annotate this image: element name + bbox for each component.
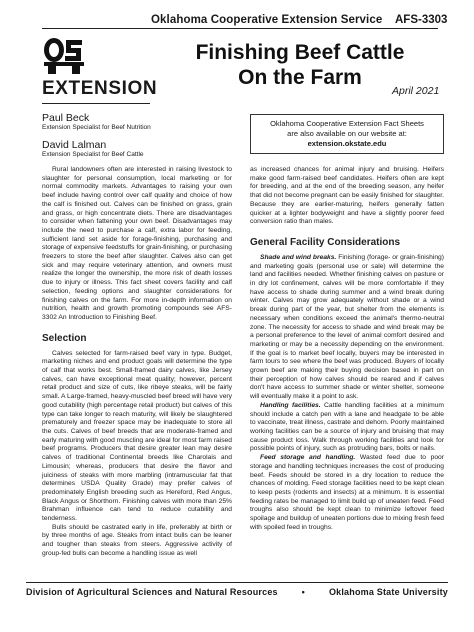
fact-sheet-box [250, 114, 444, 154]
document-title [150, 40, 450, 90]
title-line: On the Farm [238, 66, 362, 89]
body-paragraph [250, 454, 444, 532]
footer-separator: • [301, 587, 306, 597]
extension-wordmark: EXTENSION [42, 78, 158, 99]
body-paragraph: Bulls should be castrated early in life, preferably at birth or by three months of age. Steaks from intact bulls can be leaner and tougher than steaks from steers. Aggressive activity of group-fed bulls can become a handling issue as well [42, 523, 232, 557]
runin-heading: Shade and wind breaks. [260, 253, 337, 261]
footer-rule [26, 582, 448, 583]
header-rule [42, 28, 438, 29]
paragraph-text: Wasted feed due to poor storage and handling techniques increases the cost of producing beef. Feeds should be stored in a dry location to reduce the chances of molding. Feed storage facilities need to be kept clean to keep pests (rodents and insects) at a minimum. It is essential feeding rates be managed to limit build up of uneaten feed. Feed troughs also should be kept clean to minimize leftover feed spoilage and buildup of uneaten portions due to mixing fresh feed with spoiled feed in troughs. [250, 454, 445, 531]
footer-university: Oklahoma State University [328, 587, 448, 597]
paragraph-text: Cattle handling facilities at a minimum should include a catch pen with a lane and headgate to be able to vaccinate, treat illness, castrate and dehorn. Poorly maintained working facilities can be a source of injury and bruising that may cause product loss. Walk through working facilities and look for possible points of injury, such as protruding bars, bolts or nails. [250, 401, 444, 453]
factbox-line: are also available on our website at: [287, 129, 407, 138]
section-heading-selection: Selection [42, 332, 87, 344]
runin-heading: Feed storage and handling. [260, 454, 356, 462]
publication-date: April 2021 [392, 85, 440, 97]
paragraph-text: Finishing (forage- or grain-finishing) and marketing goals (personal use or sale) will determine the land and facilities needed. Whether finishing calves on pasture or in dry lot confinement, calves will be more comfortable if they have access to shade during summer and a wind break during winter. Calves may grow adequately without shade or a wind break during part of the year, but shelter from the elements is necessary when conditions exceed the animal's thermo-neutral zone. The necessity for access to shade and wind break may be a personal preference to the level of animal comfort desired and marketing or may be a necessity depending on the environment. If the goal is to market beef locally, buyers may be interested in farm tours to see where the beef was produced. Buyers of locally grown beef are making their buying decision based in part on their perception of how calves should be reared and if calves don't have access to summer shade or winter shelter, someone will eventually make it a point to ask. [250, 253, 445, 401]
author-name: Paul Beck [42, 112, 90, 124]
factbox-line: Oklahoma Cooperative Extension Fact Sheets [270, 119, 424, 128]
body-paragraph [250, 402, 444, 454]
footer [26, 587, 448, 597]
body-paragraph [250, 254, 444, 402]
website-link[interactable]: extension.okstate.edu [307, 139, 387, 148]
body-paragraph: Calves selected for farm-raised beef vary in type. Budget, marketing niches and end product goals will determine the type of calf that works best. Small-framed dairy calves, like Jersey calves, can have exceptional meat quality; however, percent retail product and size of cuts, like ribeye steaks, will be fairly small. A Large-framed, heavy-muscled beef breed will have very good cutability (high percentage retail product) but calves of this type can take longer to reach maturity, will likely be slaughtered prematurely and freezer space may be inadequate to store all the cuts. Calves of beef breeds that are moderate-framed and early maturing with good muscling are ideal for most farm raised beef programs. Producers that desire greater lean may desire calves of traditional Continental breeds like Charolais and Limousin; whereas, producers that desire the flavor and juiciness of steaks with more marbling (intramuscular fat that determines USDA Quality Grade) may prefer calves of predominately English breeding such as Hereford, Red Angus, Black Angus or Shorthorn. Finishing calves with more than 25% Brahman influence can tend to reduce cutability and tenderness. [42, 349, 232, 523]
right-column [250, 166, 444, 532]
osu-brand-icon [42, 34, 86, 76]
intro-paragraph: Rural landowners often are interested in raising livestock to slaughter for personal consumption, local marketing or for normal commodity markets. Advantages to raising your own beef include having control over calf quality and choice of how the calf is finished out. Calves can be finished on grass, grain and grass, or high concentrate diets. There are disadvantages to consider when fattening your own beef. Disadvantages may include the need to purchase a calf, extra labor for feeding, sufficient land set aside for forage-finishing, purchasing and storage of expensive feedstuffs for grain-finishing, or purchasing freezers to store the beef after slaughter. Calves also can get sick and may require veterinary attention, and owners must realize the longer the ownership, the more risk of death losses due to injury or illness. This fact sheet covers facility and calf selection, feeding options and slaughter considerations for finishing calves on the farm. For more in-depth information on nutrition, health and growth promoting compounds see AFS-3302 An Introduction to Finishing Beef. [42, 166, 232, 321]
author-name: David Lalman [42, 139, 107, 151]
title-line: Finishing Beef Cattle [195, 41, 405, 64]
author-title: Extension Specialist for Beef Cattle [42, 151, 144, 158]
wordmark-rule [42, 103, 150, 104]
fact-sheet-code: AFS-3303 [395, 14, 448, 26]
footer-division: Division of Agricultural Sciences and Natural Resources [26, 587, 278, 597]
left-column [42, 166, 232, 559]
body-paragraph: as increased chances for animal injury and bruising. Heifers make good farm-raised beef candidates. Heifers often are kept for breeding, and at the end of the breeding season, any heifer that did not become pregnant can be easily finished for slaughter. Because they are earlier-maturing, heifers generally fatten quicker at a lighter bodyweight and have a slightly poorer feed conversion ratio than males. [250, 166, 444, 226]
header-service: Oklahoma Cooperative Extension Service [151, 14, 383, 26]
section-heading-facility: General Facility Considerations [250, 236, 401, 248]
runin-heading: Handling facilities. [260, 401, 321, 409]
author-title: Extension Specialist for Beef Nutrition [42, 124, 151, 131]
